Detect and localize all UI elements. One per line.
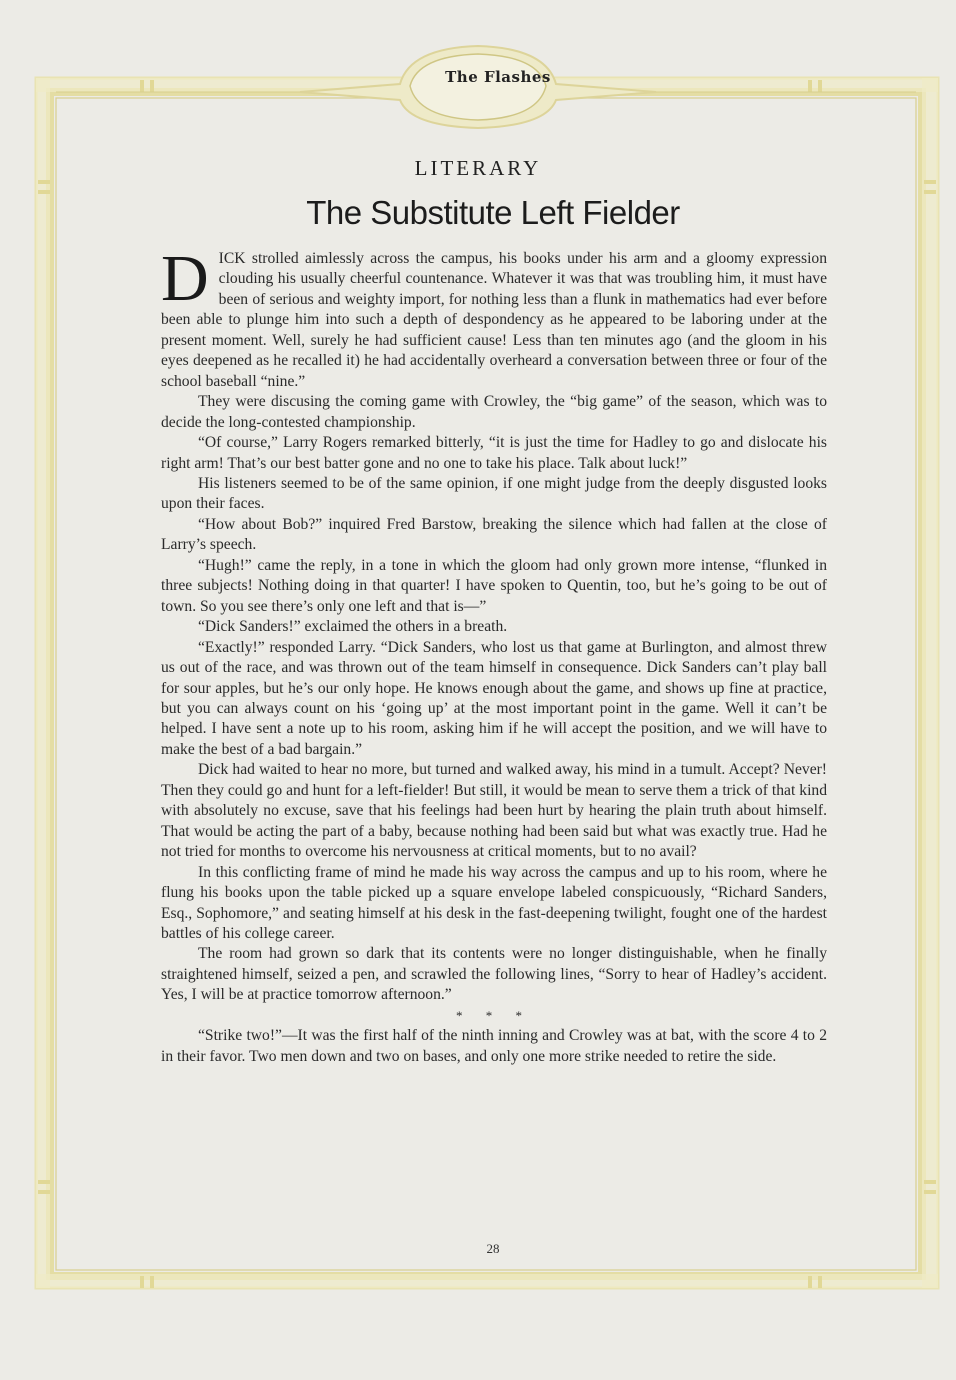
drop-cap: D	[161, 242, 209, 315]
paragraph: “Strike two!”—It was the first half of the ninth inning and Crowley was at bat, with the score 4 to 2 in their favor. Two men down and two on bases, and only one more strike needed to retire the side.	[161, 1027, 827, 1065]
paragraph: “Of course,” Larry Rogers remarked bitterly, “it is just the time for Hadley to go and dislocate his right arm! That’s our best batter gone and no one to take his place. Talk about luck!”	[161, 434, 827, 472]
section-heading: LITERARY	[414, 156, 542, 180]
paragraph: Dick had waited to hear no more, but turned and walked away, his mind in a tumult. Accept? Never! Then they could go and hunt for a left-fielder! But still, it would be mean to serve them a trick of that kind with absolutely no excuse, save that his feelings had been hurt by hearing the plain truth about himself. That would be acting the part of a baby, because nothing had been said but what was exactly true. Had he not tried for months to overcome his nervousness at critical moments, but to no avail?	[161, 761, 827, 861]
paragraph: “Exactly!” responded Larry. “Dick Sanders, who lost us that game at Burlington, and almost threw us out of the race, and was thrown out of the team himself in consequence. Dick Sanders can’t play ball for sour apples, but he’s our only hope. He knows enough about the game, and shows up fine at practice, but you can always count on his ‘going up’ at the most important point in the game. Well it can’t be helped. I have sent a note up to his room, asking him if he will accept the position, and we will have to make the best of a bad bargain.”	[161, 638, 827, 758]
paragraph	[161, 242, 827, 392]
paragraph: In this conflicting frame of mind he made his way across the campus and up to his room, where he flung his books upon the table picked up a square envelope labeled conspicuously, “Richard Sanders, Esq., Sophomore,” and seating himself at his desk in the fast-deepening twilight, fought one of the hardest battles of his college career.	[161, 863, 827, 942]
page-number: 28	[486, 1241, 500, 1256]
paragraph: They were discusing the coming game with Crowley, the “big game” of the season, which was to decide the long-contested championship.	[161, 393, 827, 431]
paragraph: “Hugh!” came the reply, in a tone in which the gloom had only grown more intense, “flunked in three subjects! Nothing doing in that quarter! I have spoken to Quentin, too, but he’s going to be out of town. So you see there’s only one left and that is—”	[161, 556, 827, 615]
paragraph: The room had grown so dark that its contents were no longer distinguishable, when he finally straightened himself, seized a pen, and scrawled the following lines, “Sorry to hear of Hadley’s accident. Yes, I will be at practice tomorrow afternoon.”	[161, 945, 827, 1004]
story-body	[161, 242, 827, 1067]
story-title: The Substitute Left Fielder	[306, 194, 680, 231]
section-break: * * *	[456, 1007, 532, 1023]
paragraph: His listeners seemed to be of the same opinion, if one might judge from the deeply disgusted looks upon their faces.	[161, 474, 827, 513]
paragraph: “Dick Sanders!” exclaimed the others in a breath.	[198, 618, 508, 636]
paragraph-text: ICK strolled aimlessly across the campus, his books under his arm and a gloomy expression clouding his usually cheerful countenance. Whatever it was that was troubling him, it must have been of serious and weighty import, for nothing less than a flunk in mathematics had ever before been able to plunge him into such a depth of despondency as he appeared to be laboring under at the present moment. Well, surely he had sufficient cause! Less than ten minutes ago (and the gloom in his eyes deepened as he recalled it) he had accidentally overheard a conversation between three or four of the school baseball “nine.”	[161, 250, 827, 390]
paragraph: “How about Bob?” inquired Fred Barstow, breaking the silence which had fallen at the close of Larry’s speech.	[161, 515, 827, 554]
masthead-title: The Flashes	[445, 68, 551, 86]
